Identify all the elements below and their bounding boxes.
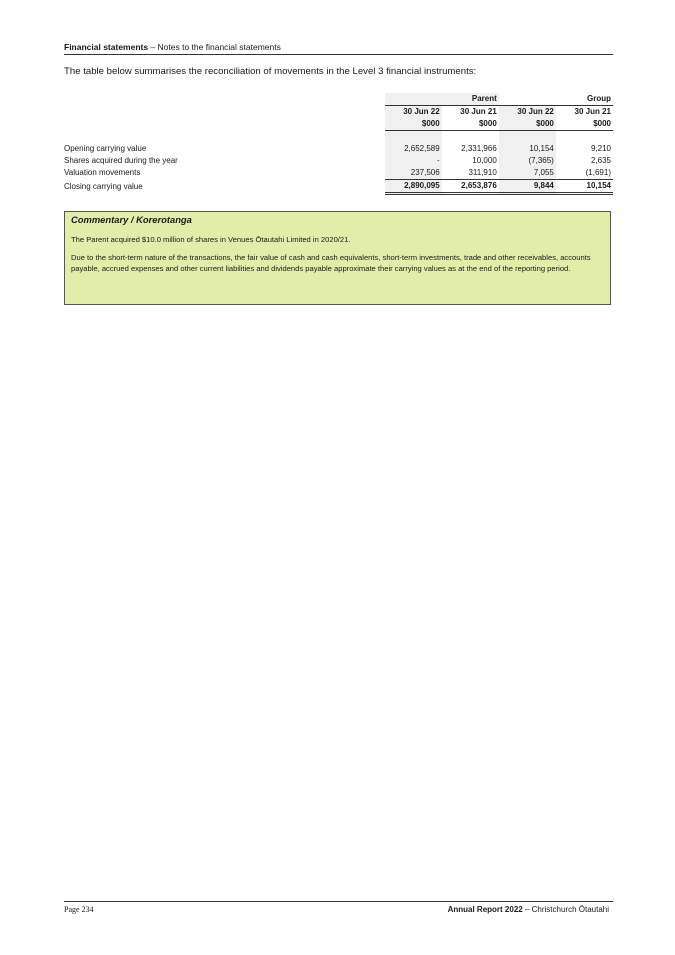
row-value: (1,691) xyxy=(556,167,613,180)
table-row xyxy=(64,167,613,180)
row-value: 9,210 xyxy=(590,144,611,153)
footer-report-bold: Annual Report 2022 xyxy=(447,905,523,914)
row-value: - xyxy=(385,155,442,167)
commentary-paragraph: Due to the short-term nature of the transactions, the fair value of cash and cash equivalents, short-term investments, trade and other receivables, accounts payable, accrued expenses and other current liabilities and dividends payable approximate their carrying values as at the end of the reporting period. xyxy=(71,253,591,273)
table-row xyxy=(64,143,613,155)
column-date-header: 30 Jun 21 xyxy=(574,107,611,116)
page-number: Page 234 xyxy=(64,905,94,914)
row-value: 2,890,095 xyxy=(385,180,442,194)
commentary-paragraph: The Parent acquired $10.0 million of shares in Venues Ōtautahi Limited in 2020/21. xyxy=(71,234,351,244)
table-row xyxy=(64,155,613,167)
column-unit-header: $000 xyxy=(442,118,499,131)
row-value: 237,506 xyxy=(385,167,442,180)
row-label: Valuation movements xyxy=(64,168,141,178)
row-value: 9,844 xyxy=(499,180,556,194)
row-value: 2,331,966 xyxy=(461,144,497,153)
row-label: Shares acquired during the year xyxy=(64,156,178,165)
row-value: 10,000 xyxy=(472,156,497,165)
column-unit-header: $000 xyxy=(385,118,442,131)
row-value: 10,154 xyxy=(499,143,556,155)
row-value: 2,652,589 xyxy=(385,143,442,155)
page-footer xyxy=(64,901,613,914)
reconciliation-table xyxy=(64,93,613,195)
column-unit-header: $000 xyxy=(499,118,556,131)
row-label: Opening carrying value xyxy=(64,144,147,153)
group-header-group: Group xyxy=(499,93,613,106)
footer-report-rest: – Christchurch Ōtautahi xyxy=(522,905,609,914)
row-value: 2,653,876 xyxy=(442,180,499,194)
row-value: 7,055 xyxy=(499,167,556,180)
row-label: Closing carrying value xyxy=(64,181,143,191)
row-value: 2,635 xyxy=(590,156,611,165)
footer-report-title xyxy=(448,905,609,914)
commentary-box xyxy=(64,211,611,305)
column-unit-header: $000 xyxy=(556,118,613,131)
row-value: 10,154 xyxy=(556,180,613,194)
column-date-header: 30 Jun 21 xyxy=(460,107,497,116)
header-section-title: Financial statements xyxy=(64,42,149,52)
group-header-row xyxy=(64,93,613,106)
intro-text: The table below summarises the reconciliation of movements in the Level 3 financial instruments: xyxy=(64,66,477,77)
row-value: 311,910 xyxy=(442,167,499,180)
column-date-header: 30 Jun 22 xyxy=(499,106,556,119)
date-header-row xyxy=(64,106,613,119)
commentary-title: Commentary / Korerotanga xyxy=(71,214,192,225)
table-total-row xyxy=(64,180,613,194)
unit-header-row xyxy=(64,118,613,131)
group-header-parent: Parent xyxy=(385,93,499,106)
row-value: (7,365) xyxy=(499,155,556,167)
page-header xyxy=(64,42,613,55)
column-date-header: 30 Jun 22 xyxy=(385,106,442,119)
header-section-subtitle: – Notes to the financial statements xyxy=(148,42,281,52)
